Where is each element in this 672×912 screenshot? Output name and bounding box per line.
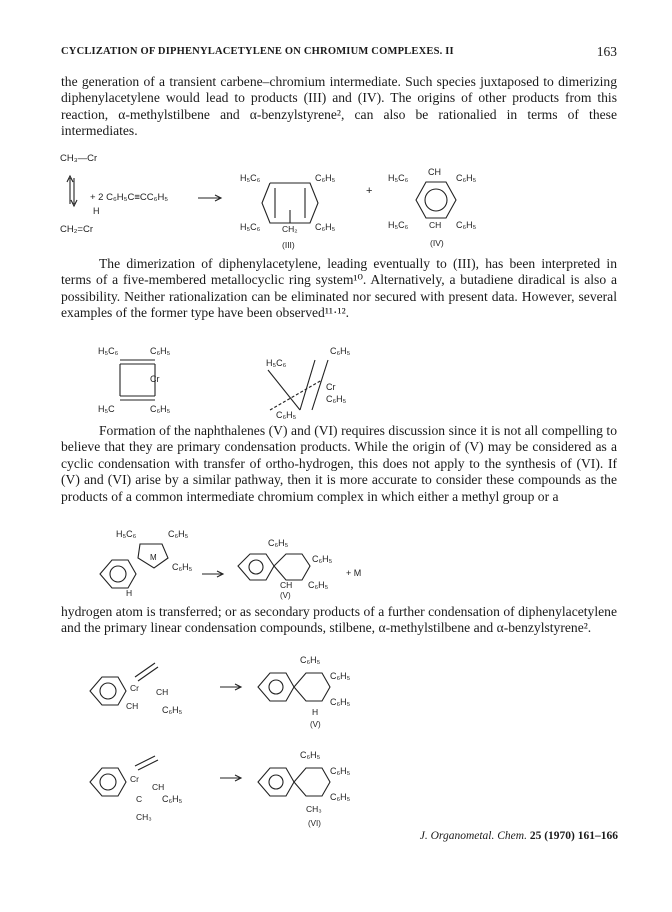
s5p-c6h5-top: C₆H₅ xyxy=(300,750,321,760)
iii-c6h5-b: C₆H₅ xyxy=(315,222,336,232)
s2a-c6h5-bot: C₆H₅ xyxy=(150,404,171,414)
s4p-c6h5-top: C₆H₅ xyxy=(300,655,321,665)
s2b-c6h5-bot: C₆H₅ xyxy=(276,410,297,420)
iii-ch2: CH₂ xyxy=(282,224,298,234)
page-number: 163 xyxy=(596,44,617,59)
iv-ch-b: CH xyxy=(429,220,442,230)
paragraph-2: The dimerization of diphenylacetylene, leading eventually to (III), has been interpreted in terms of a five-membered metallocyclic ring system¹⁰. Alternatively, a butadiene diradical is also a possibility. Neither rationalization can be eliminated nor secured with present data. However, several examples of the former type have been observed¹¹·¹². xyxy=(61,256,617,321)
journal-name: J. Organometal. Chem. xyxy=(419,830,527,842)
s3-h: H xyxy=(126,588,133,598)
s2a-h5c6-top: H₅C₆ xyxy=(98,346,119,356)
paragraph-4: hydrogen atom is transferred; or as secondary products of a further condensation of diphenylacetylene and the primary linear condensation compounds, stilbene, α-methylstilbene and α-benzylstyrene². xyxy=(61,604,617,636)
s5p-c6h5-right1: C₆H₅ xyxy=(330,766,351,776)
ch3-cr-label: CH₃—Cr xyxy=(60,153,98,164)
h-label: H xyxy=(93,206,100,216)
s3-h5c6: H₅C₆ xyxy=(116,529,137,539)
compound-iv-label: (IV) xyxy=(430,238,444,248)
s5-label-vi: (VI) xyxy=(308,819,321,828)
s5-c6h5: C₆H₅ xyxy=(162,794,183,804)
scheme-4 xyxy=(80,653,351,731)
iii-h5c6-b: H₅C₆ xyxy=(240,222,261,232)
page-header xyxy=(61,44,617,62)
ch2-cr-label: CH₂=Cr xyxy=(60,224,93,235)
s3p-c6h5-right: C₆H₅ xyxy=(312,554,333,564)
s2b-cr: Cr xyxy=(326,382,336,392)
iv-h5c6-a: H₅C₆ xyxy=(388,173,409,183)
s4-c6h5: C₆H₅ xyxy=(162,705,183,715)
iv-ch-a: CH xyxy=(428,167,441,177)
s3-label-v: (V) xyxy=(280,591,291,600)
s4p-c6h5-right2: C₆H₅ xyxy=(330,697,351,707)
iv-h5c6-b: H₅C₆ xyxy=(388,220,409,230)
s2a-cr: Cr xyxy=(150,374,160,384)
s5p-ch3: CH₃ xyxy=(306,804,322,814)
s5p-c6h5-right2: C₆H₅ xyxy=(330,792,351,802)
scheme-5 xyxy=(80,748,351,830)
scheme-2 xyxy=(90,340,390,420)
s4-ch: CH xyxy=(156,687,169,697)
iv-c6h5-a: C₆H₅ xyxy=(456,173,477,183)
scheme-1 xyxy=(60,148,620,250)
iii-c6h5-a: C₆H₅ xyxy=(315,173,336,183)
s4-ch-bottom: CH xyxy=(126,701,139,711)
s2a-c6h5-top: C₆H₅ xyxy=(150,346,171,356)
iv-c6h5-b: C₆H₅ xyxy=(456,220,477,230)
scheme1-plus: + xyxy=(366,185,373,197)
running-head: CYCLIZATION OF DIPHENYLACETYLENE ON CHROMIUM COMPLEXES. II xyxy=(61,46,454,57)
reagent-label: + 2 C₆H₅C≡CC₆H₅ xyxy=(90,192,169,203)
s5-ch3: CH₃ xyxy=(136,812,152,822)
s2b-c6h5-top: C₆H₅ xyxy=(330,346,351,356)
s3p-ch: CH xyxy=(280,580,293,590)
s4p-h: H xyxy=(312,707,319,717)
s2b-h5c6: H₅C₆ xyxy=(266,358,287,368)
s5-c: C xyxy=(136,794,143,804)
compound-iii-label: (III) xyxy=(282,240,295,250)
journal-citation: 25 (1970) 161–166 xyxy=(529,830,618,842)
s4-cr: Cr xyxy=(130,683,139,693)
s3-c6h5-top: C₆H₅ xyxy=(168,529,189,539)
iii-h5c6-a: H₅C₆ xyxy=(240,173,261,183)
s2b-c6h5-right: C₆H₅ xyxy=(326,394,347,404)
paragraph-3: Formation of the naphthalenes (V) and (VI) requires discussion since it is not all compelling to believe that they are primary condensation products. While the origin of (V) may be considered as a cyclic condensation with transfer of ortho-hydrogen, this does not apply to the synthesis of (VI). If (V) and (VI) arise by a similar pathway, then it is more accurate to consider these compounds as the products of a common intermediate chromium complex in which either a methyl group or a xyxy=(61,423,617,504)
s3-m: M xyxy=(150,553,157,562)
s5-cr: Cr xyxy=(130,774,139,784)
s3-plus-m: + M xyxy=(346,568,362,578)
s4-label-v: (V) xyxy=(310,720,321,729)
s3-c6h5-side: C₆H₅ xyxy=(172,562,193,572)
s2a-h5c6-bot: H₅C xyxy=(98,404,115,414)
s3p-c6h5-bot: C₆H₅ xyxy=(308,580,329,590)
scheme-3 xyxy=(90,524,390,599)
s5-ch: CH xyxy=(152,782,165,792)
journal-footer xyxy=(420,830,618,842)
s4p-c6h5-right1: C₆H₅ xyxy=(330,671,351,681)
paragraph-1: the generation of a transient carbene–chromium intermediate. Such species juxtaposed to dimerizing diphenylacetylene would lead to products (III) and (IV). The origins of other products from this reaction, α-methylstilbene and α-benzylstyrene², can also be rationalied in terms of these intermediates. xyxy=(61,74,617,139)
s3p-c6h5-top: C₆H₅ xyxy=(268,538,289,548)
